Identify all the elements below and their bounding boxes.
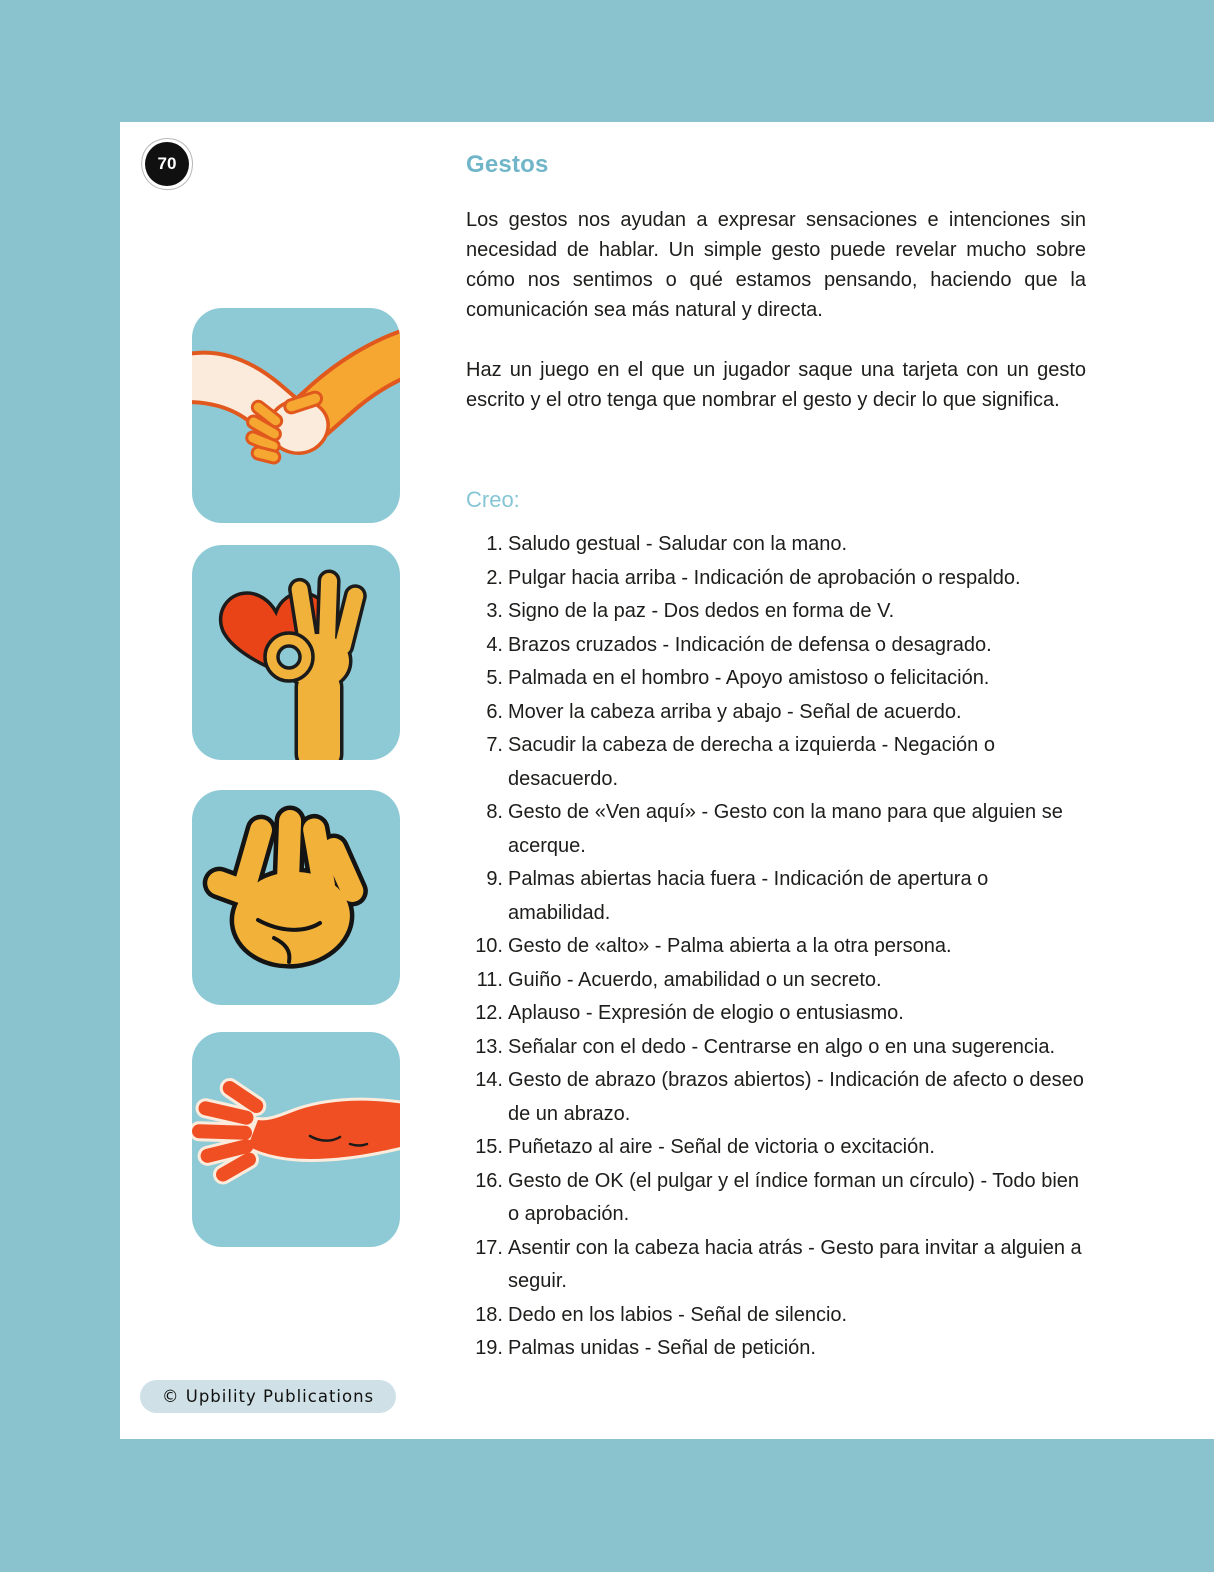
list-item [466,629,1086,663]
illustration-card-reaching-arm [192,1032,400,1247]
intro-paragraph-2: Haz un juego en el que un jugador saque una tarjeta con un gesto escrito y el otro tenga que nombrar el gesto y decir lo que significa. [466,359,1086,411]
list-item-text: Dedo en los labios - Señal de silencio. [508,1303,848,1326]
open-palm-icon [192,790,400,1005]
list-item-number: 19. [475,1337,503,1359]
list-item-number: 16. [475,1169,503,1192]
list-item-text: Puñetazo al aire - Señal de victoria o excitación. [508,1136,935,1158]
list-item-text: Signo de la paz - Dos dedos en forma de V. [508,600,895,622]
list-item-number: 14. [475,1069,503,1091]
list-item [466,930,1086,964]
gesture-list [466,528,1086,1366]
publisher-badge [140,1380,396,1413]
list-item-text: Gesto de «alto» - Palma abierta a la otra persona. [508,935,952,957]
list-item-number: 1. [486,533,503,555]
list-item-text: Gesto de abrazo (brazos abiertos) - Indicación de afecto o deseo de un abrazo. [508,1069,1084,1125]
list-item [466,662,1086,696]
list-item-number: 9. [486,868,503,890]
list-item [466,1165,1086,1232]
list-item-text: Señalar con el dedo - Centrarse en algo o en una sugerencia. [508,1035,1056,1058]
illustration-card-open-palm [192,790,400,1005]
list-item-text: Palmas unidas - Señal de petición. [508,1337,816,1359]
list-item-text: Gesto de «Ven aquí» - Gesto con la mano para que alguien se acerque. [508,801,1063,857]
list-item-number: 5. [486,667,503,689]
list-item-number: 4. [486,633,503,656]
list-item-number: 15. [475,1136,503,1158]
text-column [466,150,1086,1366]
page-number: 70 [157,154,177,173]
ok-hand-heart-icon [192,545,400,760]
list-item [466,1299,1086,1333]
list-label: Creo: [466,487,520,512]
page-number-badge [145,142,189,186]
list-item [466,595,1086,629]
list-item-text: Pulgar hacia arriba - Indicación de aprobación o respaldo. [508,566,1021,589]
list-item [466,796,1086,863]
list-item-number: 18. [475,1303,503,1326]
list-item-number: 17. [475,1236,503,1259]
list-item [466,1031,1086,1065]
list-item-number: 6. [486,700,503,723]
reaching-arm-icon [192,1032,400,1247]
list-item-text: Asentir con la cabeza hacia atrás - Gesto para invitar a alguien a seguir. [508,1236,1082,1292]
list-item [466,1131,1086,1165]
list-item-number: 8. [486,801,503,823]
list-item [466,997,1086,1031]
page-white-area [120,122,1214,1439]
list-item-text: Palmas abiertas hacia fuera - Indicación de apertura o amabilidad. [508,868,989,924]
list-item-text: Saludo gestual - Saludar con la mano. [508,533,848,555]
list-item [466,729,1086,796]
intro-paragraph-1: Los gestos nos ayudan a expresar sensaciones e intenciones sin necesidad de hablar. Un simple gesto puede revelar mucho sobre cómo nos sentimos o qué estamos pensando, haciendo que la comunicación sea más natural y directa. [466,209,1086,321]
list-item [466,1064,1086,1131]
list-item-number: 13. [475,1035,503,1058]
list-item-number: 3. [486,600,503,622]
list-item-text: Guiño - Acuerdo, amabilidad o un secreto. [508,968,882,991]
page-title: Gestos [466,151,549,178]
list-item-number: 2. [486,566,503,589]
list-item-text: Mover la cabeza arriba y abajo - Señal de acuerdo. [508,700,962,723]
list-item [466,562,1086,596]
list-item [466,1332,1086,1366]
handshake-icon [192,308,400,523]
illustration-card-handshake [192,308,400,523]
list-item [466,964,1086,998]
list-item [466,696,1086,730]
list-item-text: Aplauso - Expresión de elogio o entusiasmo. [508,1002,904,1024]
illustration-card-heart-hand [192,545,400,760]
list-item-text: Sacudir la cabeza de derecha a izquierda - Negación o desacuerdo. [508,734,995,790]
list-item-number: 11. [476,968,503,991]
list-item-text: Gesto de OK (el pulgar y el índice forman un círculo) - Todo bien o aprobación. [508,1169,1080,1225]
list-item-text: Brazos cruzados - Indicación de defensa o desagrado. [508,633,992,656]
list-item [466,863,1086,930]
list-item [466,528,1086,562]
list-item-number: 10. [475,935,503,957]
list-item-number: 12. [475,1002,503,1024]
publisher-text: © Upbility Publications [162,1387,375,1406]
list-item [466,1232,1086,1299]
list-item-text: Palmada en el hombro - Apoyo amistoso o felicitación. [508,667,990,689]
list-item-number: 7. [486,734,503,756]
